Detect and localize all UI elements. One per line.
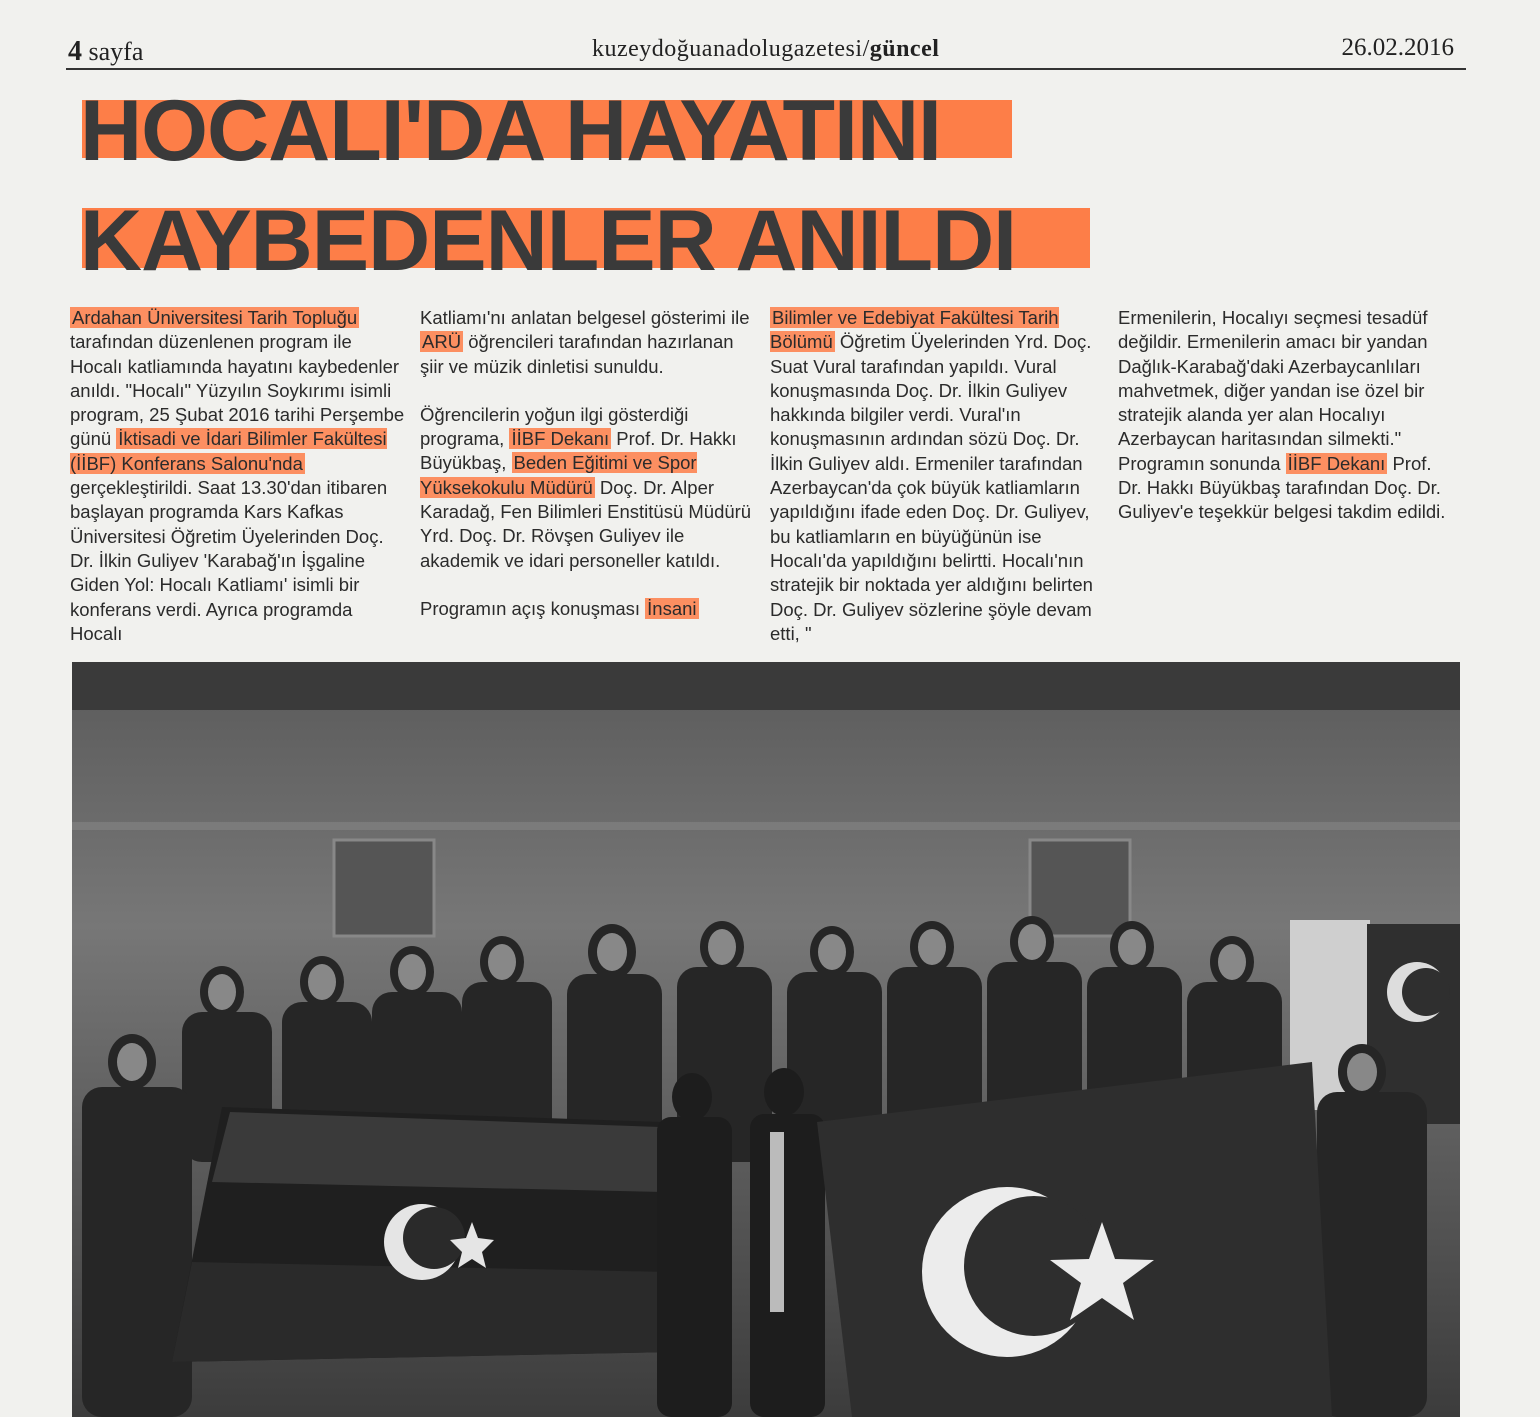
wall-panel (72, 822, 1460, 830)
paragraph: Ermenilerin, Hocalıyı seçmesi tesadüf değildir. Ermenilerin amacı bir yandan Dağlık-Karabağ'daki Azerbaycanlıları mahvetmek, diğer yandan ise özel bir stratejik alanda yer alan Hocalıyı Azerbaycan haritasından silmekti." Programın sonunda İİBF Dekanı Prof. Dr. Hakkı Büyükbaş tarafından Doç. Dr. Guliyev'e teşekkür belgesi takdim edildi. (1118, 307, 1446, 523)
paragraph: Bilimler ve Edebiyat Fakültesi Tarih Bölümü Öğretim Üyelerinden Yrd. Doç. Suat Vural tarafından yapıldı. Vural konuşmasında Doç. Dr. İlkin Guliyev hakkında bilgiler verdi. Vural'ın konuşmasının ardından sözü Doç. Dr. İlkin Guliyev aldı. Ermeniler tarafından Azerbaycan'da çok büyük katliamların yapıldığını ifade eden Doç. Dr. Guliyev, bu katliamların en büyüğünün ise Hocalı'da yapıldığını belirtti. Hocalı'nın stratejik bir noktada yer aldığını belirten Doç. Dr. Guliyev sözlerine şöyle devam etti, " (770, 307, 1093, 644)
issue-date: 26.02.2016 (1341, 34, 1454, 61)
ceiling-band (72, 662, 1460, 710)
turkish-flag (817, 1062, 1332, 1417)
highlighted-text: İktisadi ve İdari Bilimler Fakültesi (İİBF) Konferans Salonu'nda (70, 428, 387, 474)
page-number: 4 sayfa (68, 36, 144, 67)
masthead (66, 30, 1466, 70)
highlighted-text: Ardahan Üniversitesi Tarih Topluğu (72, 307, 358, 328)
paragraph: Öğrencilerin yoğun ilgi gösterdiği programa, İİBF Dekanı Prof. Dr. Hakkı Büyükbaş, Beden Eğitimi ve Spor Yüksekokulu Müdürü Doç. Dr. Alper Karadağ, Fen Bilimleri Enstitüsü Müdürü Yrd. Doç. Dr. Rövşen Guliyev ile akademik ve idari personeller katıldı. (420, 403, 752, 571)
flag-crescent-back-cut (1402, 968, 1450, 1016)
highlighted-text: ARÜ (422, 331, 462, 353)
highlighted-text: İİBF Dekanı (1287, 452, 1386, 474)
paragraph: Programın açış konuşması İnsani (420, 597, 697, 619)
headline-line-1: HOCALI'DA HAYATINI (80, 83, 941, 179)
section-name: güncel (869, 36, 940, 62)
article-column-3 (770, 306, 1105, 646)
group-photo-illustration (72, 662, 1460, 1417)
highlighted-text: Beden Eğitimi ve Spor Yüksekokulu Müdürü (420, 452, 697, 498)
highlighted-text: Bilimler ve Edebiyat Fakültesi Tarih Bölümü (770, 307, 1059, 353)
azerbaijan-flag (172, 1107, 672, 1362)
newspaper-name: kuzeydoğuanadolugazetesi/güncel (592, 36, 940, 62)
wall-frame (334, 840, 434, 936)
paragraph: Katliamı'nı anlatan belgesel gösterimi ile ARÜ öğrencileri tarafından hazırlanan şiir ve müzik dinletisi sunuldu. (420, 307, 750, 377)
article-column-2 (420, 306, 755, 621)
group-photo (72, 662, 1460, 1417)
paragraph: Ardahan Üniversitesi Tarih Topluğu tarafından düzenlenen program ile Hocalı katliamında hayatını kaybedenler anıldı. "Hocalı" Yüzyılın Soykırımı isimli program, 25 Şubat 2016 tarihi Perşembe günü İktisadi ve İdari Bilimler Fakültesi (İİBF) Konferans Salonu'nda gerçekleştirildi. Saat 13.30'dan itibaren başlayan programda Kars Kafkas Üniversitesi Öğretim Üyelerinden Doç. Dr. İlkin Guliyev 'Karabağ'ın İşgaline Giden Yol: Hocalı Katliamı' isimli bir konferans verdi. Ayrıca programda Hocalı (70, 307, 405, 644)
headline-line-2: KAYBEDENLER ANILDI (80, 193, 1017, 289)
article-column-4 (1118, 306, 1453, 525)
highlighted-text: İİBF Dekanı (511, 428, 610, 450)
article-column-1 (70, 306, 405, 646)
highlighted-text: İnsani (647, 597, 697, 619)
